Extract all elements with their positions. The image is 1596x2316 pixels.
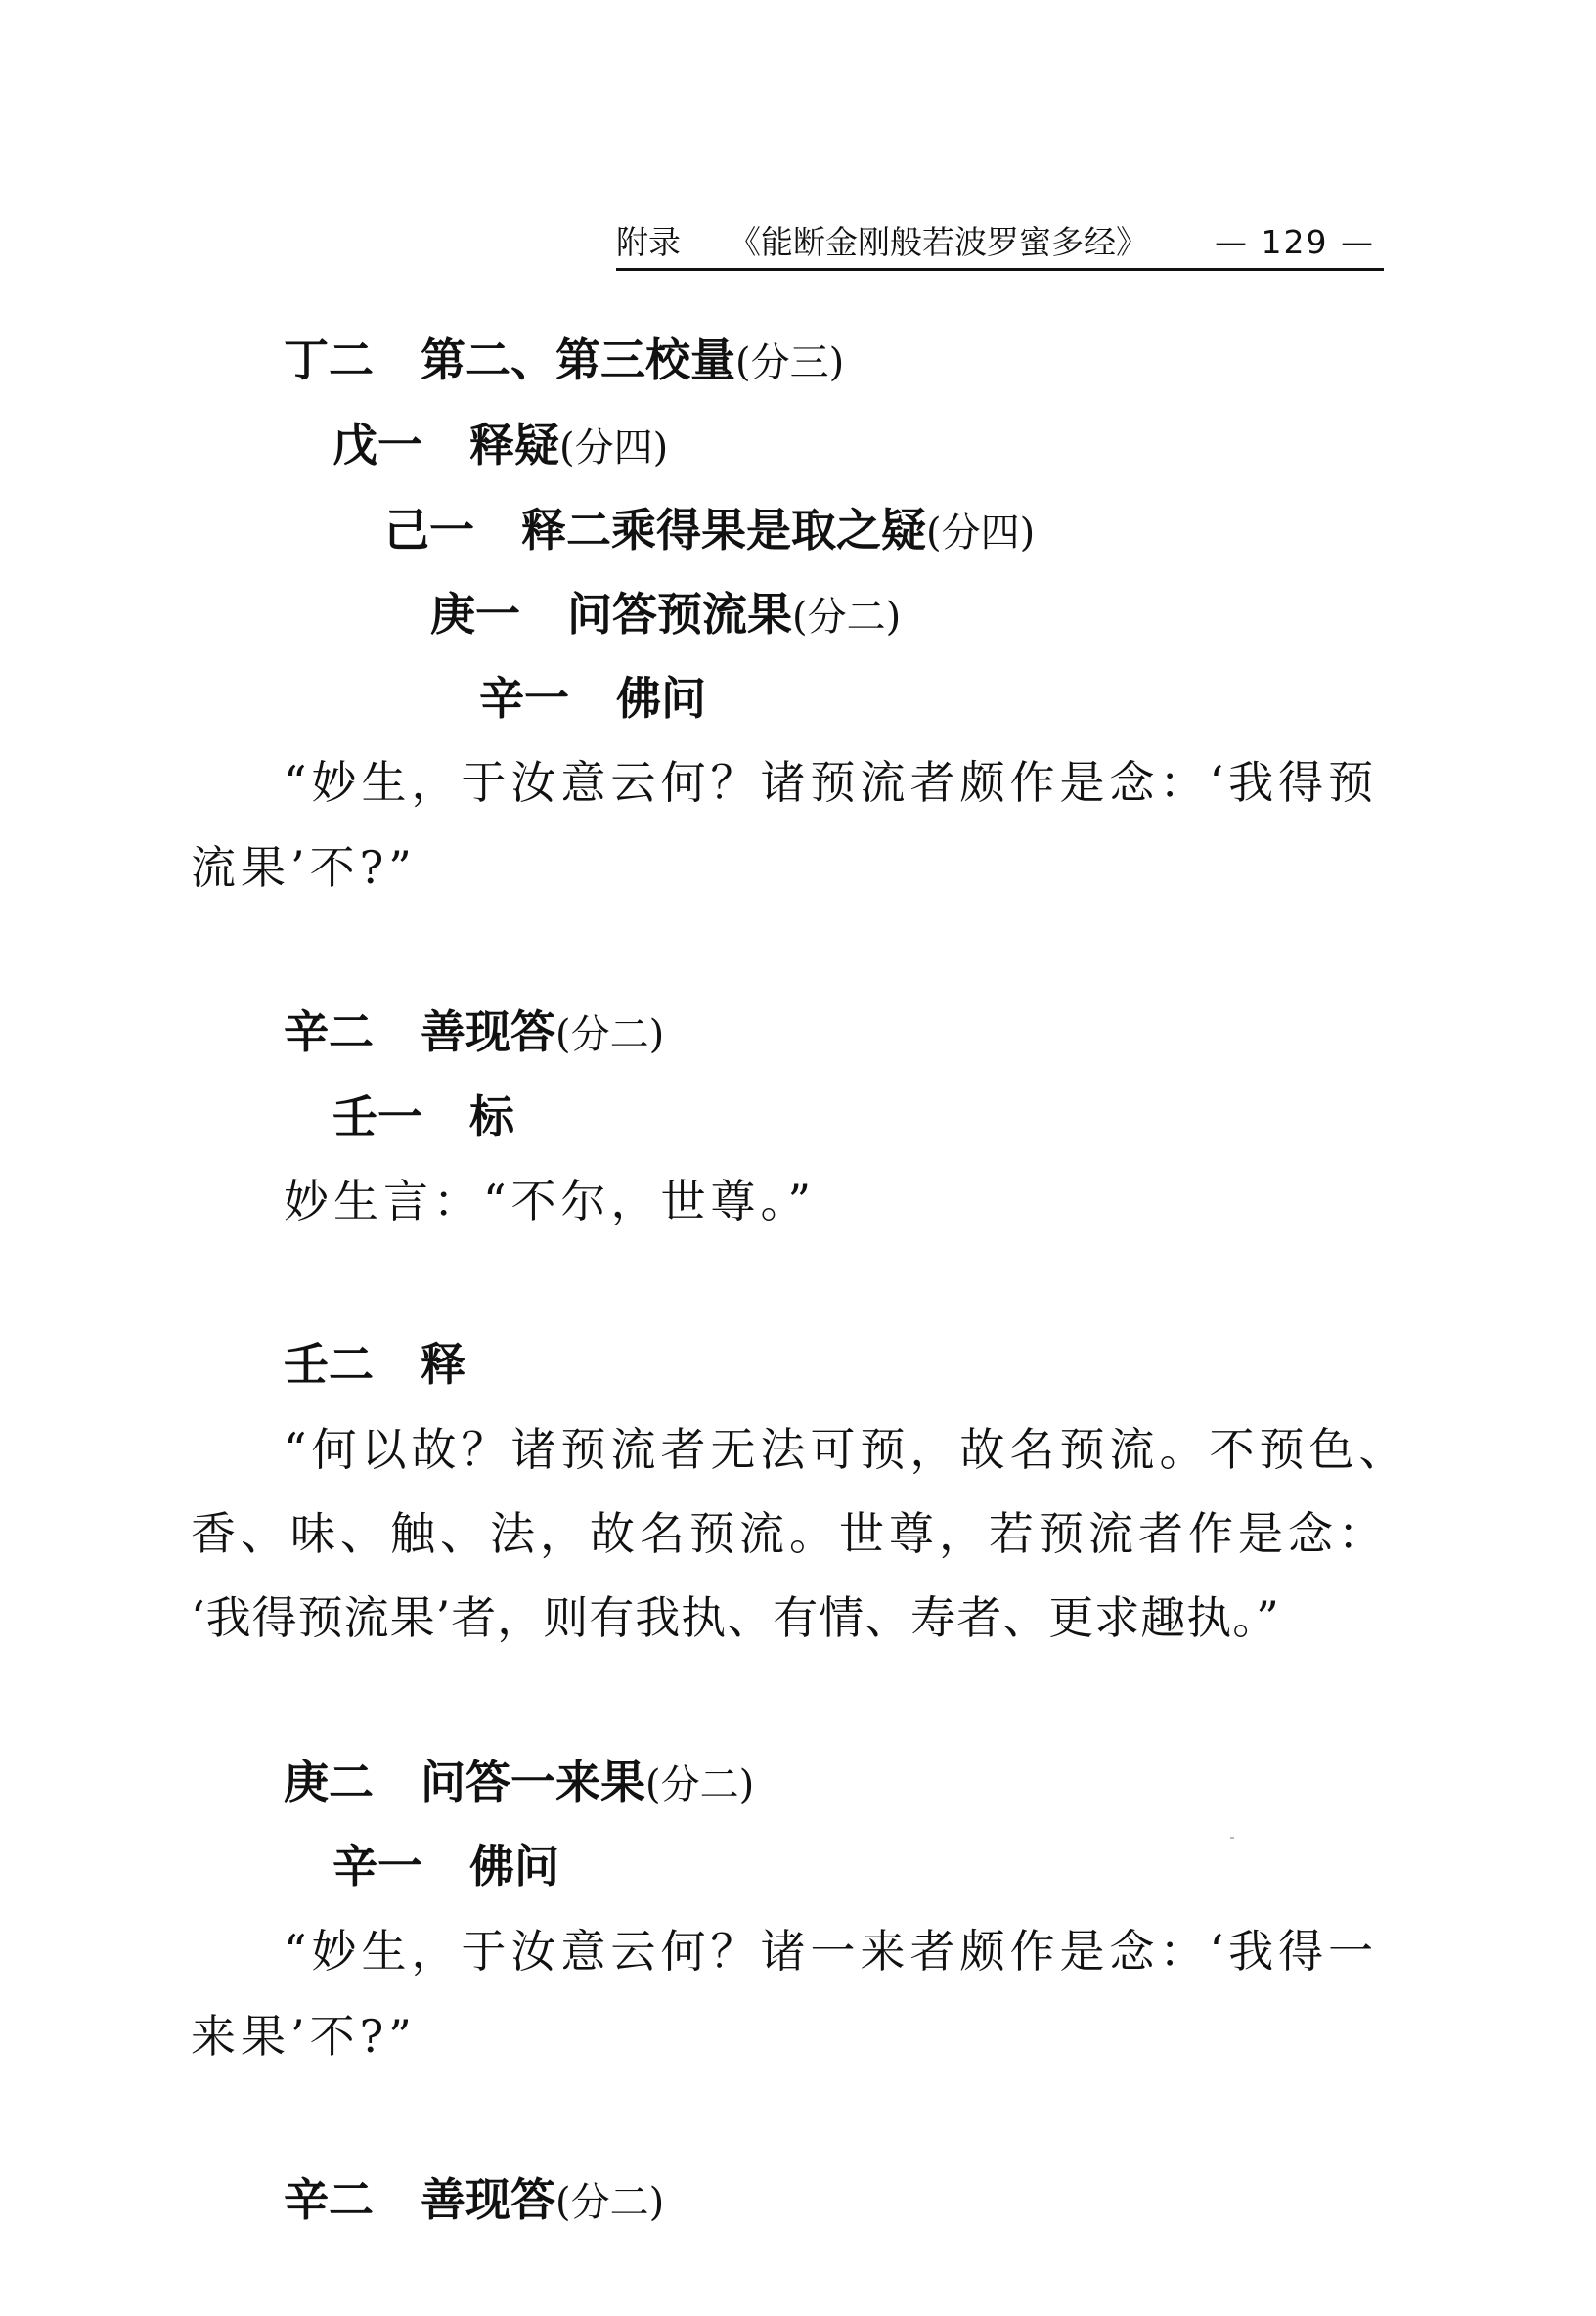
heading-note: (分二) [792, 595, 902, 640]
running-header [616, 217, 1384, 271]
heading-title: 善现答 [421, 2173, 555, 2226]
page-number: — 129 — [1215, 223, 1375, 261]
heading-note: (分四) [926, 511, 1036, 556]
outline-heading [332, 416, 668, 477]
heading-title: 标 [469, 1091, 514, 1143]
heading-marker: 辛一 [479, 672, 569, 725]
body-line: 来果’不?” [191, 2010, 417, 2063]
outline-heading [284, 1753, 754, 1814]
scan-speck [1230, 1837, 1234, 1839]
book-title: 《能断金刚般若波罗蜜多经》 [729, 223, 1148, 261]
heading-title: 释 [421, 1338, 466, 1391]
outline-heading [332, 1088, 514, 1146]
body-line: 香、味、触、法，故名预流。世尊，若预流者作是念： [191, 1507, 1388, 1560]
appendix-label: 附录 [616, 223, 681, 261]
heading-title: 第二、第三校量 [421, 334, 735, 386]
body-line: 流果’不?” [191, 841, 417, 894]
heading-title: 佛问 [469, 1840, 559, 1893]
heading-marker: 辛二 [284, 2173, 374, 2226]
heading-title: 释二乘得果是取之疑 [521, 504, 926, 557]
heading-note: (分三) [735, 340, 845, 385]
body-line: ‘我得预流果’者，则有我执、有情、寿者、更求趣执。” [191, 1591, 1280, 1644]
heading-title: 问答预流果 [567, 588, 792, 641]
outline-heading [284, 331, 844, 392]
heading-marker: 戊一 [332, 419, 422, 471]
heading-marker: 辛一 [332, 1840, 422, 1893]
outline-heading [284, 1335, 466, 1394]
heading-title: 问答一来果 [421, 1756, 645, 1808]
heading-title: 释疑 [469, 419, 559, 471]
outline-heading [284, 1002, 664, 1064]
heading-title: 佛问 [616, 672, 706, 725]
heading-note: (分二) [645, 1762, 755, 1807]
outline-heading [384, 501, 1035, 562]
heading-marker: 庚一 [430, 588, 520, 641]
heading-title: 善现答 [421, 1005, 555, 1058]
heading-marker: 壬一 [332, 1091, 422, 1143]
heading-marker: 辛二 [284, 1005, 374, 1058]
heading-marker: 壬二 [284, 1338, 374, 1391]
body-line: “妙生，于汝意云何？诸预流者颇作是念：‘我得预 [284, 756, 1379, 809]
body-line: 妙生言：“不尔，世尊。” [284, 1175, 817, 1227]
heading-note: (分二) [555, 2180, 665, 2225]
heading-marker: 庚二 [284, 1756, 374, 1808]
outline-heading [332, 1837, 559, 1895]
heading-marker: 己一 [384, 504, 474, 557]
outline-heading [479, 669, 706, 728]
heading-note: (分二) [555, 1012, 665, 1057]
outline-heading [284, 2170, 664, 2232]
body-line: “妙生，于汝意云何？诸一来者颇作是念：‘我得一 [284, 1925, 1379, 1978]
outline-heading [430, 585, 901, 646]
heading-marker: 丁二 [284, 334, 374, 386]
heading-note: (分四) [559, 425, 669, 470]
body-line: “何以故？诸预流者无法可预，故名预流。不预色、 [284, 1423, 1409, 1476]
